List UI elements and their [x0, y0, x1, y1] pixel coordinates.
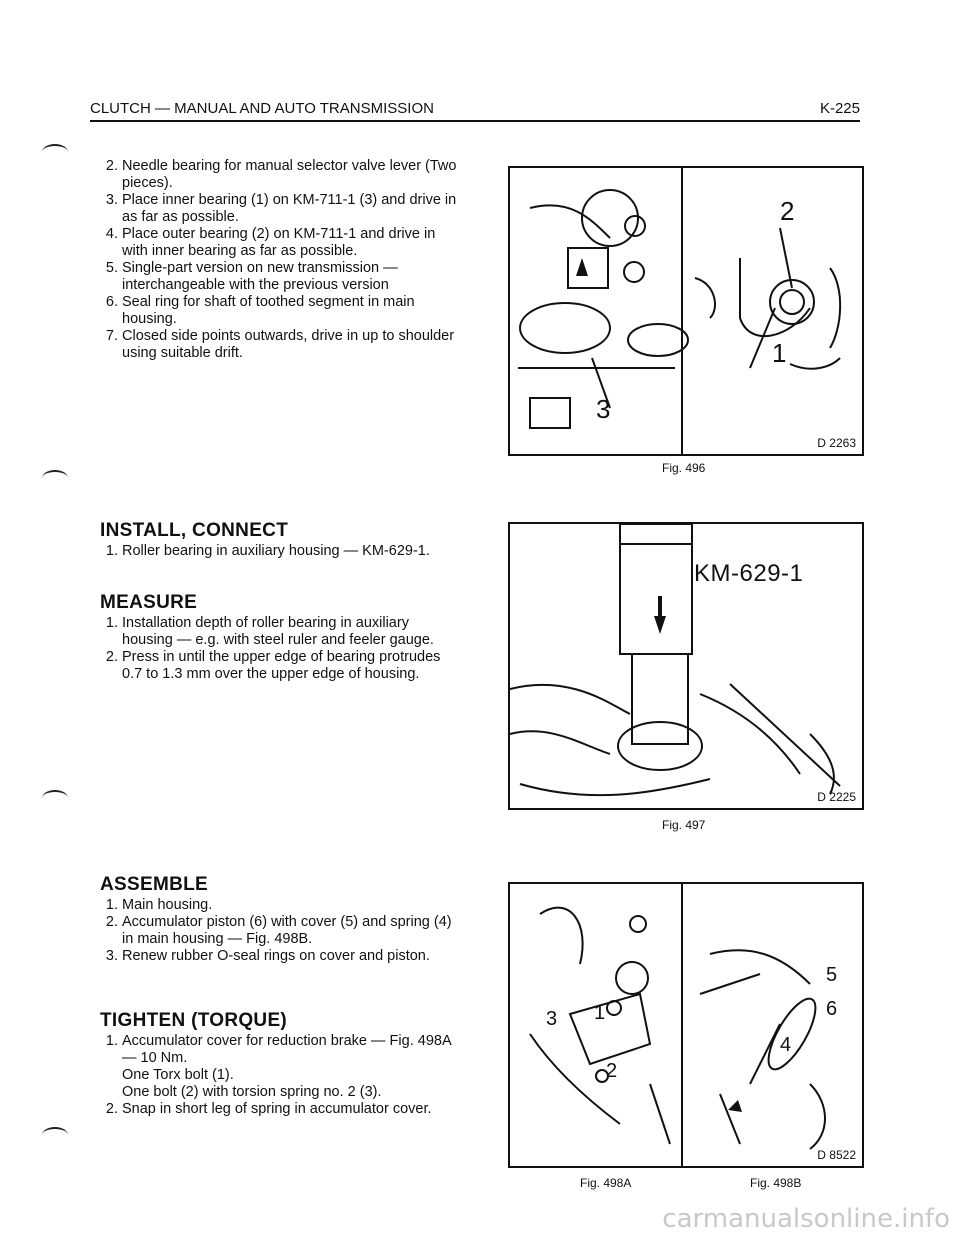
page-number: K-225 [819, 100, 860, 117]
margin-mark [42, 144, 68, 160]
bearing-steps [100, 158, 460, 362]
list-item: 1. Installation depth of roller bearing in auxiliary housing — e.g. with steel ruler and feeler gauge. [122, 615, 460, 649]
list-item: 7. Closed side points outwards, drive in up to shoulder using suitable drift. [122, 328, 460, 362]
figure-code: D 2263 [817, 436, 856, 450]
measure-section [100, 594, 460, 683]
margin-mark [42, 790, 68, 806]
list-item: 2. Needle bearing for manual selector valve lever (Two pieces). [122, 158, 460, 192]
header-title: CLUTCH — MANUAL AND AUTO TRANSMISSION [90, 100, 434, 117]
list-item: One bolt (2) with torsion spring no. 2 (3). [122, 1084, 382, 1100]
figure-498-drawing [510, 884, 862, 1166]
figure-caption-b: Fig. 498B [750, 1176, 802, 1190]
callout-3: 3 [546, 1008, 558, 1030]
section-heading: INSTALL, CONNECT [100, 520, 289, 541]
list-item: 3. Renew rubber O-seal rings on cover and piston. [122, 948, 460, 965]
figure-caption: Fig. 497 [662, 818, 706, 832]
list-item: 1. Roller bearing in auxiliary housing — KM-629-1. [122, 543, 460, 560]
figure-497-drawing [510, 524, 862, 808]
figure-code: D 8522 [817, 1148, 856, 1162]
figure-496-drawing [510, 168, 862, 454]
margin-mark [42, 1127, 68, 1143]
callout-3: 3 [596, 394, 611, 424]
callout-1: 1 [594, 1002, 606, 1024]
callout-2: 2 [780, 196, 795, 226]
list-item: 5. Single-part version on new transmission — interchangeable with the previous version [122, 260, 460, 294]
list-item: 2. Snap in short leg of spring in accumulator cover. [122, 1101, 460, 1118]
callout-1: 1 [772, 338, 787, 368]
tighten-section [100, 1012, 460, 1118]
callout-5: 5 [826, 964, 838, 986]
assemble-section [100, 876, 460, 965]
list-item: 4. Place outer bearing (2) on KM-711-1 and drive in with inner bearing as far as possible. [122, 226, 460, 260]
figure-498 [508, 882, 864, 1168]
install-section [100, 522, 460, 560]
tool-label: KM-629-1 [694, 560, 804, 587]
list-item: One Torx bolt (1). [122, 1067, 234, 1083]
section-heading: MEASURE [100, 592, 198, 613]
list-item: 1. Accumulator cover for reduction brake — Fig. 498A — 10 Nm. [122, 1033, 460, 1067]
section-heading: TIGHTEN (TORQUE) [100, 1010, 288, 1031]
callout-4: 4 [780, 1034, 792, 1056]
section-heading: ASSEMBLE [100, 874, 208, 895]
callout-2: 2 [606, 1060, 618, 1082]
figure-code: D 2225 [817, 790, 856, 804]
list-item: 6. Seal ring for shaft of toothed segment in main housing. [122, 294, 460, 328]
list-item: 2. Accumulator piston (6) with cover (5) and spring (4) in main housing — Fig. 498B. [122, 914, 460, 948]
page-header [90, 98, 860, 122]
list-item: 3. Place inner bearing (1) on KM-711-1 (3) and drive in as far as possible. [122, 192, 460, 226]
figure-497 [508, 522, 864, 810]
callout-6: 6 [826, 998, 838, 1020]
figure-496 [508, 166, 864, 456]
list-item: 2. Press in until the upper edge of bearing protrudes 0.7 to 1.3 mm over the upper edge of housing. [122, 649, 460, 683]
watermark: carmanualsonline.info [662, 1204, 950, 1234]
figure-caption-a: Fig. 498A [580, 1176, 632, 1190]
margin-mark [42, 470, 68, 486]
list-item: 1. Main housing. [122, 897, 460, 914]
figure-caption: Fig. 496 [662, 461, 706, 475]
